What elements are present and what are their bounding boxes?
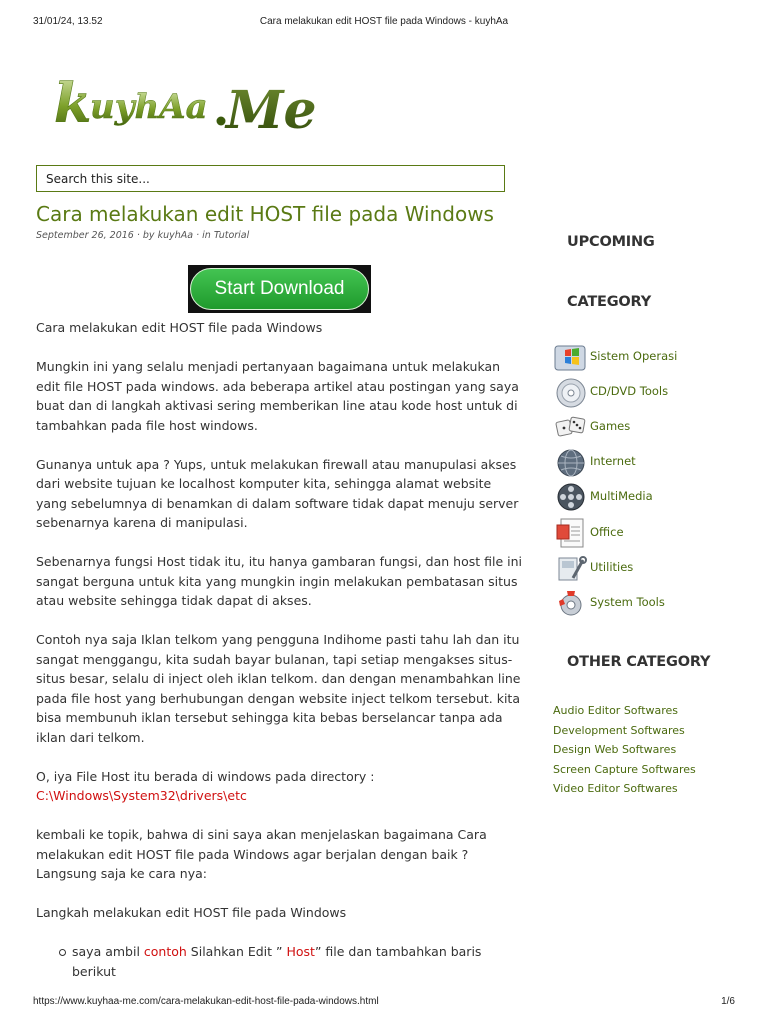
category-multimedia[interactable] [553,481,743,513]
category-utilities[interactable] [553,552,743,584]
tools-icon [553,552,589,584]
article-body [36,318,526,981]
globe-icon [553,446,589,478]
start-download-button[interactable]: Start Download [190,268,369,310]
list-item [72,942,526,981]
in-label: in [202,230,211,241]
directory-path: C:\Windows\System32\drivers\etc [36,788,247,803]
film-reel-icon [553,481,589,513]
category-games[interactable] [553,411,743,443]
category-sistem-operasi[interactable] [553,341,743,373]
category-label[interactable]: System Tools [590,595,665,609]
host-link[interactable]: Host [286,944,315,959]
svg-text:k: k [54,71,92,135]
post-date: September 26, 2016 [36,230,134,241]
category-office[interactable] [553,517,743,549]
steps-list [36,942,526,981]
category-label[interactable]: CD/DVD Tools [590,384,669,398]
post-author[interactable]: kuyhAa [157,230,194,241]
list-text: saya ambil [72,944,144,959]
paragraph: Sebenarnya fungsi Host tidak itu, itu hanya gambaran fungsi, dan host file ini sangat berguna untuk kita yang mungkin ingin melakukan pembatasan situs atau website sehingga tidak dapat di akses. [36,554,523,608]
by-label: by [142,230,155,241]
category-label[interactable]: Games [590,419,631,433]
paragraph: Mungkin ini yang selalu menjadi pertanyaan bagaimana untuk melakukan edit file HOST pada windows. ada beberapa artikel atau postingan yang saya buat dan di langkah aktivasi sering memberikan line atau kode host untuk di tambahkan pada file host windows. [36,359,519,433]
paragraph-text: O, iya File Host itu berada di windows pada directory : [36,768,375,784]
paragraph [36,767,526,806]
category-label[interactable]: MultiMedia [590,489,653,503]
svg-text:uyhAa: uyhAa [90,87,208,127]
post-header [36,200,526,241]
print-page-number: 1/6 [721,996,735,1007]
post-meta: September 26, 2016 · by kuyhAa · in Tutorial [36,230,250,241]
category-cd-dvd-tools[interactable] [553,376,743,408]
other-category-link[interactable]: Design Web Softwares [553,743,677,756]
search-input[interactable]: Search this site... [36,165,505,192]
paragraph: kembali ke topik, bahwa di sini saya akan menjelaskan bagaimana Cara melakukan edit HOST file pada Windows agar berjalan dengan baik ? Langsung saja ke cara nya: [36,827,487,881]
print-datetime: 31/01/24, 13.52 [33,16,103,27]
other-category-heading: OTHER CATEGORY [567,654,711,670]
other-category-link[interactable]: Development Softwares [553,723,685,737]
list-text: ” file dan tambahkan baris berikut [72,944,482,979]
category-label[interactable]: Utilities [590,560,634,574]
windows-icon [553,341,589,373]
site-logo[interactable] [50,60,320,146]
paragraph: Langkah melakukan edit HOST file pada Windows [36,905,347,920]
svg-text:Me: Me [226,80,317,141]
post-category[interactable]: Tutorial [213,230,250,241]
upcoming-heading: UPCOMING [567,234,655,250]
other-category-link[interactable]: Video Editor Softwares [553,782,678,795]
paragraph: Cara melakukan edit HOST file pada Windows [36,320,323,335]
other-category-link[interactable]: Audio Editor Softwares [553,704,679,717]
other-category-list [553,701,696,799]
dice-icon [553,411,589,443]
print-url: https://www.kuyhaa-me.com/cara-melakukan-edit-host-file-pada-windows.html [33,996,379,1007]
category-system-tools[interactable] [553,587,743,619]
category-label[interactable]: Sistem Operasi [590,349,678,363]
post-title[interactable]: Cara melakukan edit HOST file pada Windows [36,202,494,226]
gear-icon [553,587,589,619]
category-label[interactable]: Office [590,525,624,539]
download-banner[interactable] [188,265,371,313]
paragraph: Gunanya untuk apa ? Yups, untuk melakukan firewall atau manupulasi akses dari website tujuan ke localhost komputer kita, sehingga alamat website yang sebelumnya di benamkan di dalam software tidak dapat menuju server sebenarnya karena di manipulasi. [36,456,519,530]
list-text: Silahkan Edit ” [186,944,287,959]
category-heading: CATEGORY [567,294,652,310]
disc-icon [553,376,589,408]
other-category-link[interactable]: Screen Capture Softwares [553,762,696,776]
document-icon [553,517,589,549]
category-label[interactable]: Internet [590,454,636,468]
contoh-link[interactable]: contoh [143,944,187,959]
print-page-title: Cara melakukan edit HOST file pada Windows - kuyhAa [259,16,509,27]
paragraph: Contoh nya saja Iklan telkom yang pengguna Indihome pasti tahu lah dan itu sangat menggangu, kita sudah bayar bulanan, tapi setiap mengakses situs-situs besar, selalu di inject oleh iklan telkom. dan dengan menambahkan line pada file host yang berhubungan dengan website inject telkom tersebut. kita bisa membunuh iklan tersebut sehingga kita bebas berselancar tanpa ada iklan dari telkom. [36,632,521,745]
category-internet[interactable] [553,446,743,478]
